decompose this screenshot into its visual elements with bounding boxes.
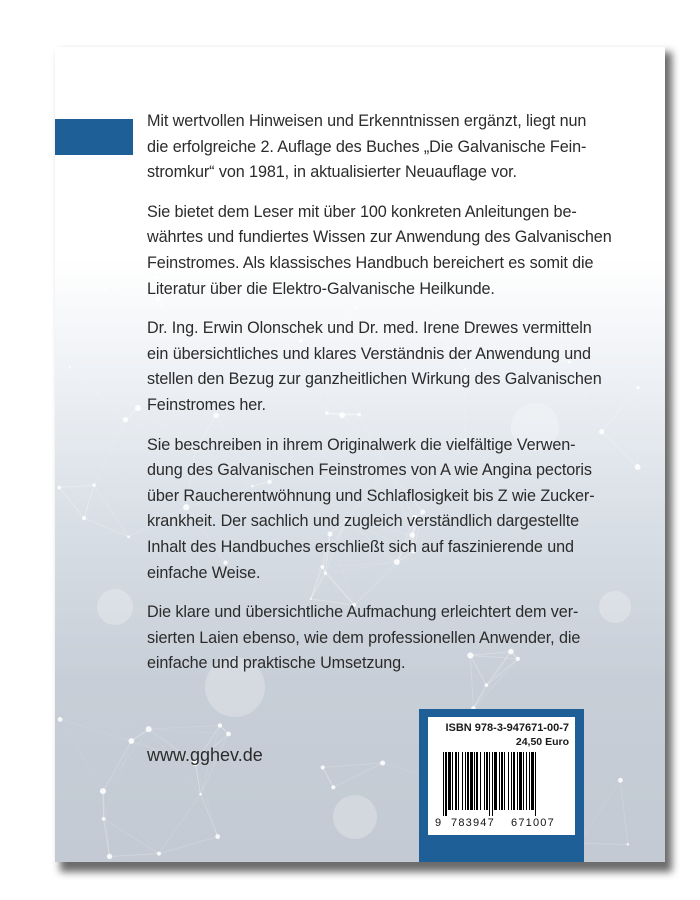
text-line: Inhalt des Handbuches erschließt sich auf faszinierende und (147, 537, 574, 556)
paragraph-4 (147, 433, 595, 587)
text-line: stromkur“ von 1981, in aktualisierter Neuauflage vor. (147, 163, 517, 182)
website-url: www.gghev.de (147, 745, 263, 765)
barcode-label (428, 717, 575, 835)
text-line: einfache Weise. (147, 563, 261, 582)
paragraph-5 (147, 600, 587, 677)
text-line: Feinstromes her. (147, 395, 266, 414)
text-line: einfache und praktische Umsetzung. (147, 654, 406, 673)
barcode-digit-first: 9 (435, 817, 442, 829)
price: 24,50 Euro (515, 736, 569, 748)
paragraph-3 (147, 316, 602, 418)
text-line: ein übersichtliches und klares Verständnis der Anwendung und (147, 344, 591, 363)
text-line: Mit wertvollen Hinweisen und Erkenntnissen ergänzt, liegt nun (147, 112, 587, 130)
text-line: krankheit. Der sachlich und zugleich verständlich dargestellte (147, 512, 579, 531)
isbn-panel (419, 709, 584, 862)
accent-bar (55, 119, 133, 155)
paragraph-2 (147, 200, 612, 302)
text-line: Feinstromes. Als klassisches Handbuch bereichert es somit die (147, 253, 594, 272)
book-back-cover (55, 47, 665, 862)
text-line: Die klare und übersichtliche Aufmachung erleichtert dem ver- (147, 603, 579, 622)
text-line: sierten Laien ebenso, wie dem professionellen Anwender, die (147, 628, 581, 647)
barcode-digits-left: 783947 (451, 817, 495, 829)
barcode-icon (435, 752, 569, 818)
text-line: stellen den Bezug zur ganzheitlichen Wirkung des Galvanischen (147, 370, 602, 389)
text-line: Sie beschreiben in ihrem Originalwerk die vielfältige Verwen- (147, 435, 576, 454)
text-line: Literatur über die Elektro-Galvanische Heilkunde. (147, 279, 495, 298)
text-line: über Raucherentwöhnung und Schlaflosigkeit bis Z wie Zucker- (147, 486, 595, 505)
isbn-number: ISBN 978-3-947671-00-7 (445, 722, 569, 734)
barcode-digits-right: 671007 (511, 817, 555, 829)
text-line: die erfolgreiche 2. Auflage des Buches „Die Galvanische Fein- (147, 137, 587, 156)
text-line: Dr. Ing. Erwin Olonschek und Dr. med. Irene Drewes vermitteln (147, 319, 592, 338)
text-line: währtes und fundiertes Wissen zur Anwendung des Galvanischen (147, 228, 612, 247)
blurb-text (147, 109, 612, 691)
text-line: Sie bietet dem Leser mit über 100 konkreten Anleitungen be- (147, 202, 577, 221)
text-line: dung des Galvanischen Feinstromes von A wie Angina pectoris (147, 461, 592, 480)
paragraph-1 (147, 109, 587, 186)
